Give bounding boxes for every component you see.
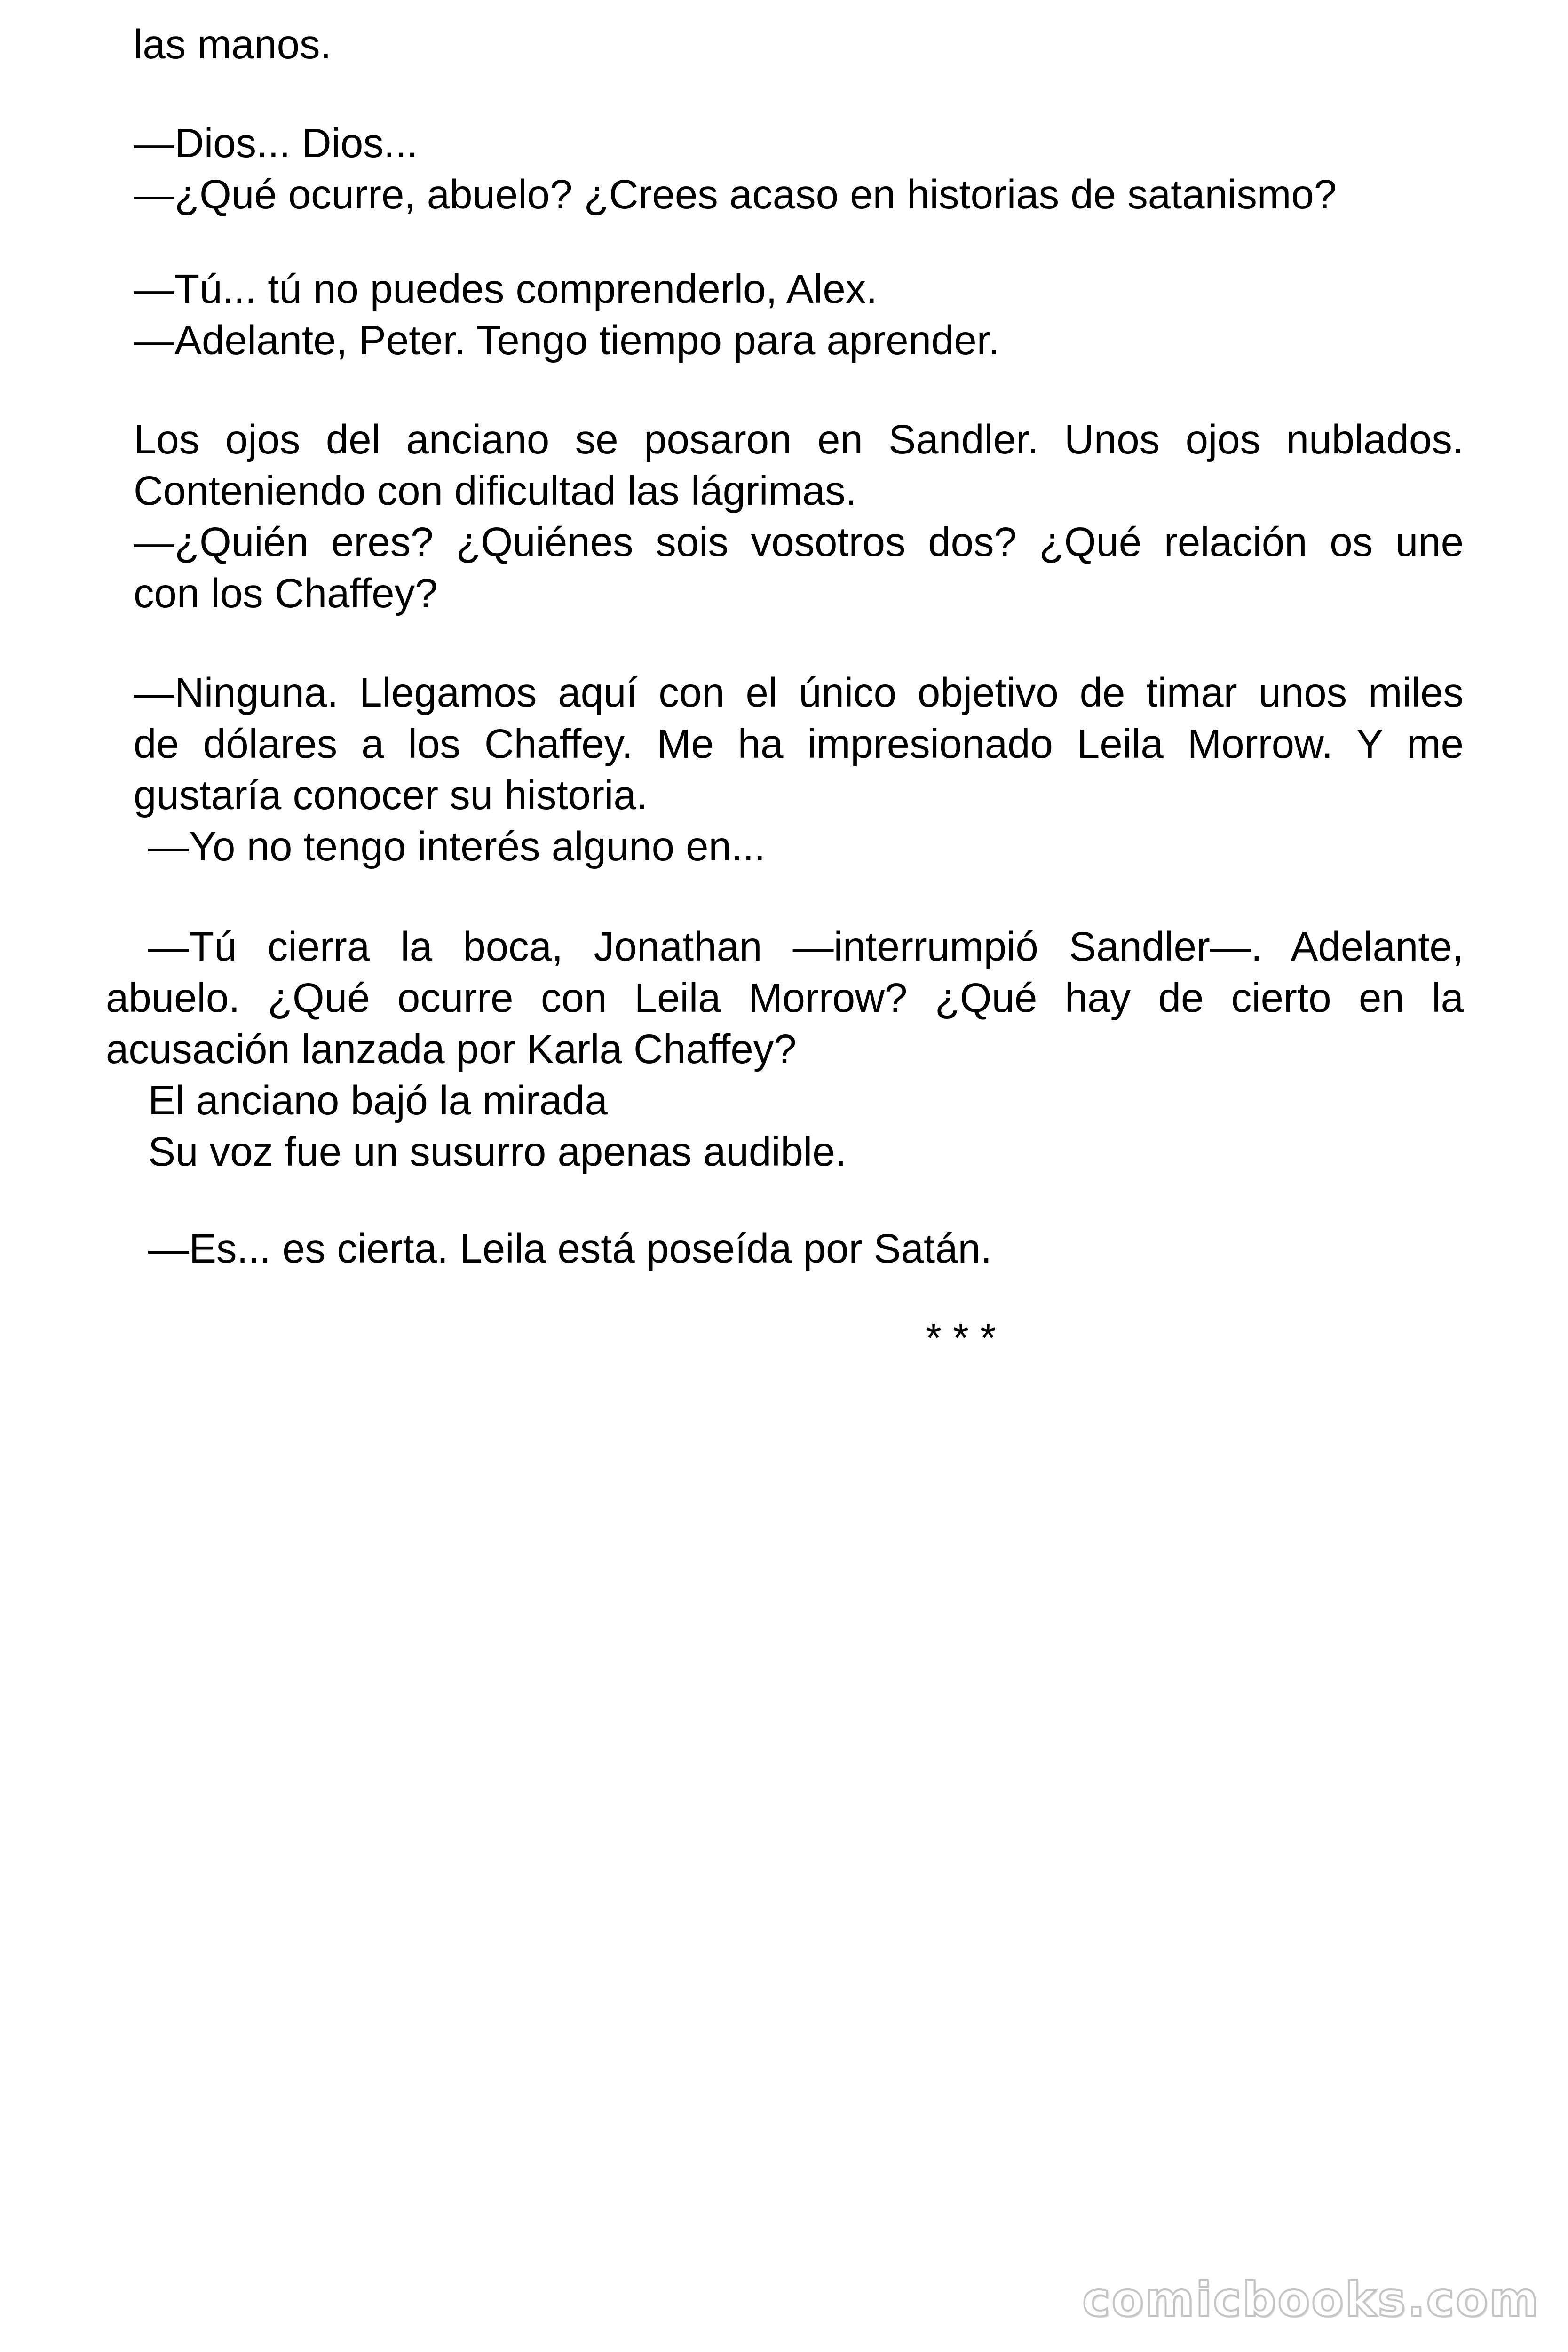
paragraph-3 <box>134 263 1464 366</box>
text-line: abuelo. ¿Qué ocurre con Leila Morrow? ¿Qué hay de cierto en la <box>106 975 1464 1021</box>
text-line: gustaría conocer su historia. <box>134 772 648 818</box>
paragraph-6 <box>106 921 1464 1177</box>
text-line: Los ojos del anciano se posaron en Sandler. Unos ojos nublados. <box>134 417 1464 462</box>
text-line: las manos. <box>134 22 332 67</box>
watermark-logo: comicbooks.com <box>1082 2272 1540 2327</box>
text-line: —Ninguna. Llegamos aquí con el único objetivo de timar unos miles <box>134 670 1464 715</box>
paragraph-5 <box>134 667 1464 872</box>
text-line: —¿Quién eres? ¿Quiénes sois vosotros dos? ¿Qué relación os une <box>134 519 1464 565</box>
paragraph-4 <box>134 414 1464 619</box>
text-line: —Yo no tengo interés alguno en... <box>148 824 766 869</box>
text-line: con los Chaffey? <box>134 571 438 616</box>
paragraph-1 <box>134 19 1464 70</box>
text-line: de dólares a los Chaffey. Me ha impresionado Leila Morrow. Y me <box>134 721 1464 767</box>
text-line: El anciano bajó la mirada <box>148 1078 608 1123</box>
text-line: —Tú cierra la boca, Jonathan —interrumpió Sandler—. Adelante, <box>148 924 1464 969</box>
text-line: —Es... es cierta. Leila está poseída por Satán. <box>148 1226 992 1271</box>
section-break: * * * <box>926 1315 996 1361</box>
paragraph-7 <box>148 1223 1464 1274</box>
paragraph-2 <box>134 118 1464 220</box>
text-line: acusación lanzada por Karla Chaffey? <box>106 1026 797 1072</box>
text-line: —Tú... tú no puedes comprenderlo, Alex. <box>134 266 878 312</box>
text-line: Conteniendo con dificultad las lágrimas. <box>134 468 857 514</box>
text-line: —Dios... Dios... <box>134 120 418 166</box>
text-line: —Adelante, Peter. Tengo tiempo para aprender. <box>134 318 1000 363</box>
text-line: —¿Qué ocurre, abuelo? ¿Crees acaso en historias de satanismo? <box>134 172 1337 217</box>
text-line: Su voz fue un susurro apenas audible. <box>148 1129 847 1175</box>
